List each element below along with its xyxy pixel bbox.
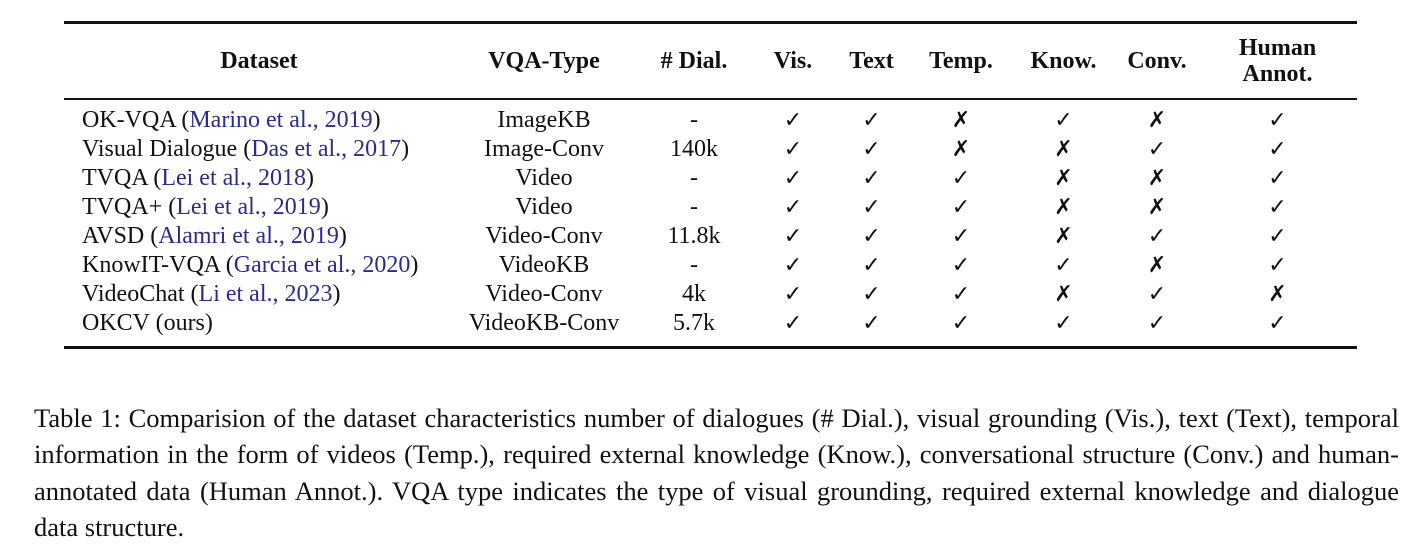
- dataset-name-close: ): [305, 165, 314, 191]
- checkmark-icon: ✓: [862, 224, 881, 249]
- checkmark-icon: ✓: [862, 311, 881, 336]
- cell-dial: 140k: [670, 136, 718, 162]
- cell-vqa-type: Video-Conv: [485, 223, 603, 249]
- checkmark-icon: ✓: [783, 166, 803, 191]
- checkmark-icon: ✓: [783, 195, 803, 220]
- cross-icon: ✗: [1147, 195, 1167, 220]
- comparison-table: [64, 21, 1357, 349]
- citation-link[interactable]: Lei et al., 2019: [176, 194, 321, 220]
- dataset-name-close: ): [320, 194, 329, 220]
- checkmark-icon: ✓: [862, 195, 881, 220]
- checkmark-icon: ✓: [1054, 311, 1073, 336]
- dataset-name: Visual Dialogue (: [82, 136, 252, 162]
- header-know: Know.: [1030, 48, 1097, 74]
- checkmark-icon: ✓: [1268, 108, 1287, 133]
- header-vis: Vis.: [773, 48, 813, 74]
- dataset-name-close: ): [332, 281, 341, 307]
- table-caption: Table 1: Comparision of the dataset characteristics number of dialogues (# Dial.), visual grounding (Vis.), text (Text), temporal information in the form of videos (Temp.), required external knowledge (Know.), conversational structure (Conv.) and human-annotated data (Human Annot.). VQA type indicates the type of visual grounding, required external knowledge and dialogue data structure.: [34, 402, 1399, 542]
- table-header-row: [64, 23, 1357, 100]
- header-conv: Conv.: [1127, 48, 1187, 74]
- checkmark-icon: ✓: [1147, 224, 1167, 249]
- table-row: [64, 99, 1357, 135]
- checkmark-icon: ✓: [862, 253, 881, 278]
- checkmark-icon: ✓: [783, 282, 803, 307]
- table-row: [64, 222, 1357, 251]
- cell-dataset: [64, 193, 454, 222]
- table-row: [64, 251, 1357, 280]
- checkmark-icon: ✓: [1147, 311, 1167, 336]
- cross-icon: ✗: [951, 108, 971, 133]
- table-body: [64, 99, 1357, 348]
- checkmark-icon: ✓: [1147, 137, 1167, 162]
- cross-icon: ✗: [1147, 166, 1167, 191]
- citation-link[interactable]: Das et al., 2017: [251, 136, 402, 162]
- checkmark-icon: ✓: [862, 108, 881, 133]
- dataset-name: OKCV (ours): [82, 310, 213, 336]
- cell-dial: -: [690, 107, 698, 133]
- cell-dataset: [64, 251, 454, 280]
- table-row: [64, 164, 1357, 193]
- citation-link[interactable]: Lei et al., 2018: [161, 165, 306, 191]
- checkmark-icon: ✓: [1268, 224, 1287, 249]
- header-human-line1: Human: [1238, 35, 1317, 61]
- cell-vqa-type: ImageKB: [497, 107, 591, 133]
- cell-dataset: [64, 309, 454, 348]
- comparison-table-container: [64, 21, 1357, 349]
- checkmark-icon: ✓: [1054, 253, 1073, 278]
- citation-link[interactable]: Garcia et al., 2020: [233, 252, 411, 278]
- header-text: Text: [849, 48, 894, 74]
- cell-dial: -: [690, 165, 698, 191]
- checkmark-icon: ✓: [783, 108, 803, 133]
- cell-vqa-type: Video: [515, 165, 573, 191]
- checkmark-icon: ✓: [951, 224, 971, 249]
- citation-link[interactable]: Li et al., 2023: [198, 281, 333, 307]
- cell-dial: 11.8k: [667, 223, 721, 249]
- cell-dataset: [64, 222, 454, 251]
- checkmark-icon: ✓: [1268, 166, 1287, 191]
- cross-icon: ✗: [1054, 137, 1073, 162]
- cell-dial: 5.7k: [673, 310, 715, 336]
- table-row: [64, 193, 1357, 222]
- cross-icon: ✗: [1054, 195, 1073, 220]
- table-row: [64, 135, 1357, 164]
- dataset-name: TVQA (: [82, 165, 162, 191]
- dataset-name: KnowIT-VQA (: [82, 252, 234, 278]
- checkmark-icon: ✓: [862, 282, 881, 307]
- checkmark-icon: ✓: [1268, 195, 1287, 220]
- header-temp: Temp.: [929, 48, 993, 74]
- table-row: [64, 309, 1357, 348]
- checkmark-icon: ✓: [951, 166, 971, 191]
- header-human-line2: Annot.: [1242, 61, 1313, 87]
- cross-icon: ✗: [1147, 253, 1167, 278]
- checkmark-icon: ✓: [1268, 253, 1287, 278]
- cell-dataset: [64, 164, 454, 193]
- dataset-name-close: ): [372, 107, 381, 133]
- citation-link[interactable]: Marino et al., 2019: [189, 107, 373, 133]
- checkmark-icon: ✓: [951, 195, 971, 220]
- checkmark-icon: ✓: [1268, 311, 1287, 336]
- cell-dial: 4k: [682, 281, 706, 307]
- table-row: [64, 280, 1357, 309]
- checkmark-icon: ✓: [783, 224, 803, 249]
- header-dataset: Dataset: [220, 48, 298, 74]
- checkmark-icon: ✓: [862, 166, 881, 191]
- citation-link[interactable]: Alamri et al., 2019: [158, 223, 339, 249]
- checkmark-icon: ✓: [862, 137, 881, 162]
- checkmark-icon: ✓: [1054, 108, 1073, 133]
- checkmark-icon: ✓: [951, 282, 971, 307]
- checkmark-icon: ✓: [783, 311, 803, 336]
- cell-vqa-type: Video-Conv: [485, 281, 603, 307]
- cross-icon: ✗: [1054, 224, 1073, 249]
- dataset-name: TVQA+ (: [82, 194, 177, 220]
- cell-dataset: [64, 99, 454, 135]
- cell-vqa-type: VideoKB: [498, 252, 590, 278]
- cell-dial: -: [690, 194, 698, 220]
- dataset-name-close: ): [338, 223, 347, 249]
- dataset-name-close: ): [401, 136, 410, 162]
- cell-vqa-type: Image-Conv: [484, 136, 604, 162]
- checkmark-icon: ✓: [951, 253, 971, 278]
- cross-icon: ✗: [1054, 282, 1073, 307]
- cross-icon: ✗: [1268, 282, 1287, 307]
- cell-dataset: [64, 135, 454, 164]
- cross-icon: ✗: [1054, 166, 1073, 191]
- dataset-name: AVSD (: [82, 223, 159, 249]
- header-vqa-type: VQA-Type: [488, 48, 600, 74]
- dataset-name: VideoChat (: [82, 281, 199, 307]
- header-dial: # Dial.: [660, 48, 728, 74]
- header-human-annot: [1198, 23, 1357, 100]
- checkmark-icon: ✓: [1147, 282, 1167, 307]
- checkmark-icon: ✓: [783, 253, 803, 278]
- cell-dataset: [64, 280, 454, 309]
- dataset-name: OK-VQA (: [82, 107, 190, 133]
- cross-icon: ✗: [951, 137, 971, 162]
- cell-vqa-type: Video: [515, 194, 573, 220]
- checkmark-icon: ✓: [783, 137, 803, 162]
- cell-dial: -: [690, 252, 698, 278]
- cell-vqa-type: VideoKB-Conv: [468, 310, 620, 336]
- checkmark-icon: ✓: [951, 311, 971, 336]
- checkmark-icon: ✓: [1268, 137, 1287, 162]
- cross-icon: ✗: [1147, 108, 1167, 133]
- dataset-name-close: ): [410, 252, 419, 278]
